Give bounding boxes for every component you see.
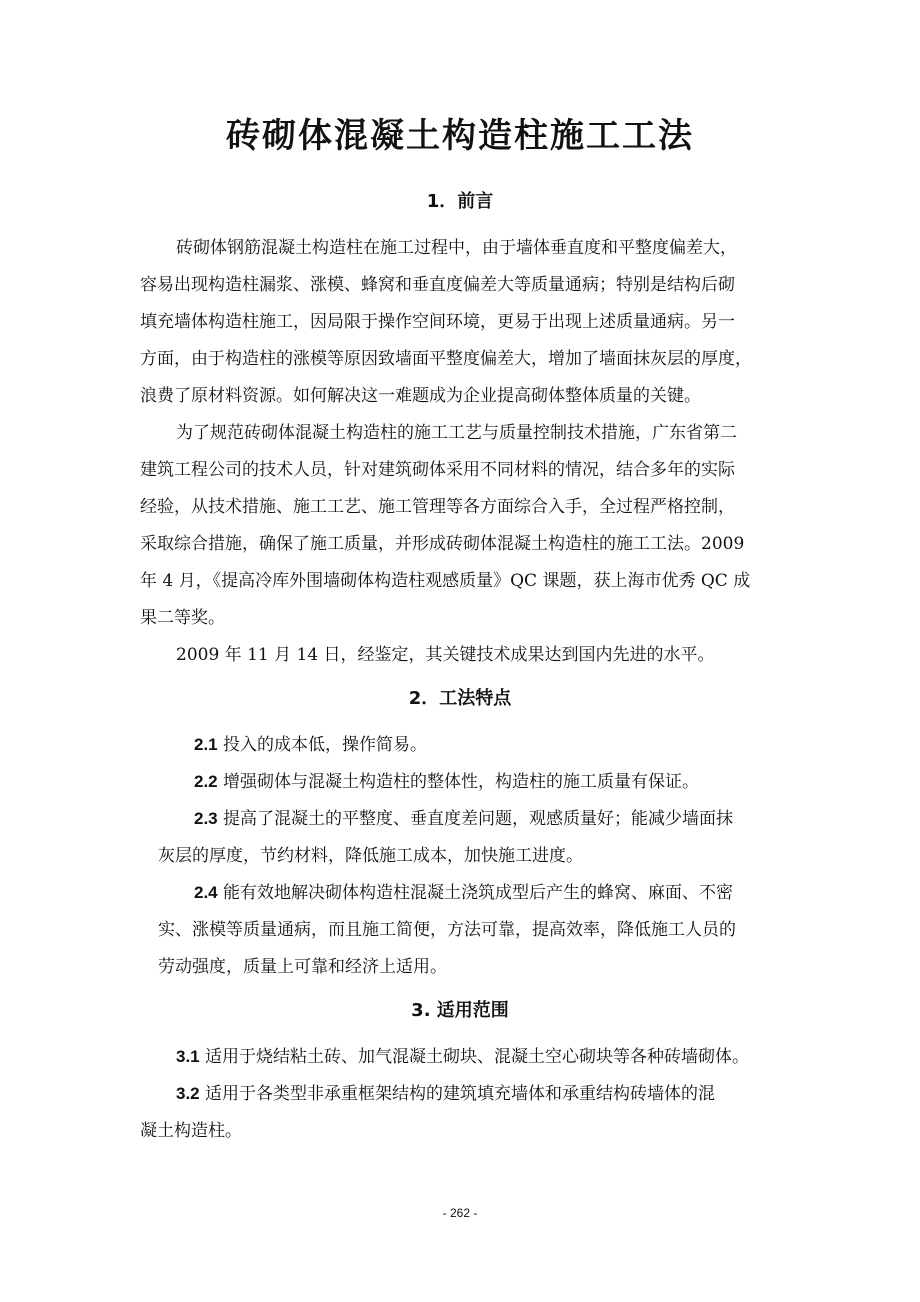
item-number: 3.2 <box>176 1084 200 1103</box>
paragraph-line: 填充墙体构造柱施工，因局限于操作空间环境，更易于出现上述质量通病。另一 <box>140 312 735 332</box>
list-item-2-4 <box>194 878 733 908</box>
paragraph-line: 方面，由于构造柱的涨模等原因致墙面平整度偏差大，增加了墙面抹灰层的厚度， <box>140 349 752 369</box>
paragraph-line: 建筑工程公司的技术人员，针对建筑砌体采用不同材料的情况，结合多年的实际 <box>140 460 735 480</box>
item-text: 投入的成本低，操作简易。 <box>223 735 428 755</box>
section-heading-3: 3. 适用范围 <box>411 1000 509 1021</box>
item-continuation: 灰层的厚度，节约材料，降低施工成本，加快施工进度。 <box>158 846 583 866</box>
item-number: 2.4 <box>194 883 218 902</box>
item-number: 2.1 <box>194 735 218 754</box>
section-heading-1: 1．前言 <box>426 191 494 212</box>
list-item-2-3 <box>194 804 733 834</box>
document-title: 砖砌体混凝土构造柱施工工法 <box>226 116 694 156</box>
paragraph-line: 采取综合措施，确保了施工质量，并形成砖砌体混凝土构造柱的施工工法。2009 <box>140 534 745 554</box>
paragraph-line: 为了规范砖砌体混凝土构造柱的施工工艺与质量控制技术措施，广东省第二 <box>176 423 737 443</box>
item-continuation: 凝土构造柱。 <box>140 1121 242 1141</box>
item-number: 2.3 <box>194 809 218 828</box>
item-number: 3.1 <box>176 1047 200 1066</box>
paragraph-line: 砖砌体钢筋混凝土构造柱在施工过程中，由于墙体垂直度和平整度偏差大， <box>176 238 737 258</box>
section-heading-2: 2．工法特点 <box>408 688 512 709</box>
list-item-3-2 <box>176 1079 715 1109</box>
paragraph-line: 容易出现构造柱漏浆、涨模、蜂窝和垂直度偏差大等质量通病；特别是结构后砌 <box>140 275 735 295</box>
paragraph-line: 年 4 月，《提高冷库外围墙砌体构造柱观感质量》QC 课题，获上海市优秀 QC 成 <box>140 571 751 591</box>
list-item-2-2 <box>194 767 699 797</box>
paragraph-line: 经验，从技术措施、施工工艺、施工管理等各方面综合入手，全过程严格控制， <box>140 497 735 517</box>
item-text: 能有效地解决砌体构造柱混凝土浇筑成型后产生的蜂窝、麻面、不密 <box>223 883 734 903</box>
paragraph-line: 浪费了原材料资源。如何解决这一难题成为企业提高砌体整体质量的关键。 <box>140 386 701 406</box>
item-text: 增强砌体与混凝土构造柱的整体性，构造柱的施工质量有保证。 <box>223 772 700 792</box>
item-continuation: 实、涨模等质量通病，而且施工简便，方法可靠，提高效率，降低施工人员的 <box>158 920 736 940</box>
paragraph-line: 2009 年 11 月 14 日，经鉴定，其关键技术成果达到国内先进的水平。 <box>176 645 715 665</box>
list-item-3-1 <box>176 1042 749 1072</box>
item-continuation: 劳动强度，质量上可靠和经济上适用。 <box>158 957 447 977</box>
item-text: 适用于烧结粘土砖、加气混凝土砌块、混凝土空心砌块等各种砖墙砌体。 <box>205 1047 750 1067</box>
page-number: - 262 - <box>442 1206 478 1220</box>
item-number: 2.2 <box>194 772 218 791</box>
item-text: 提高了混凝土的平整度、垂直度差问题，观感质量好；能减少墙面抹 <box>223 809 734 829</box>
paragraph-line: 果二等奖。 <box>140 608 225 628</box>
list-item-2-1 <box>194 730 427 760</box>
item-text: 适用于各类型非承重框架结构的建筑填充墙体和承重结构砖墙体的混 <box>205 1084 716 1104</box>
